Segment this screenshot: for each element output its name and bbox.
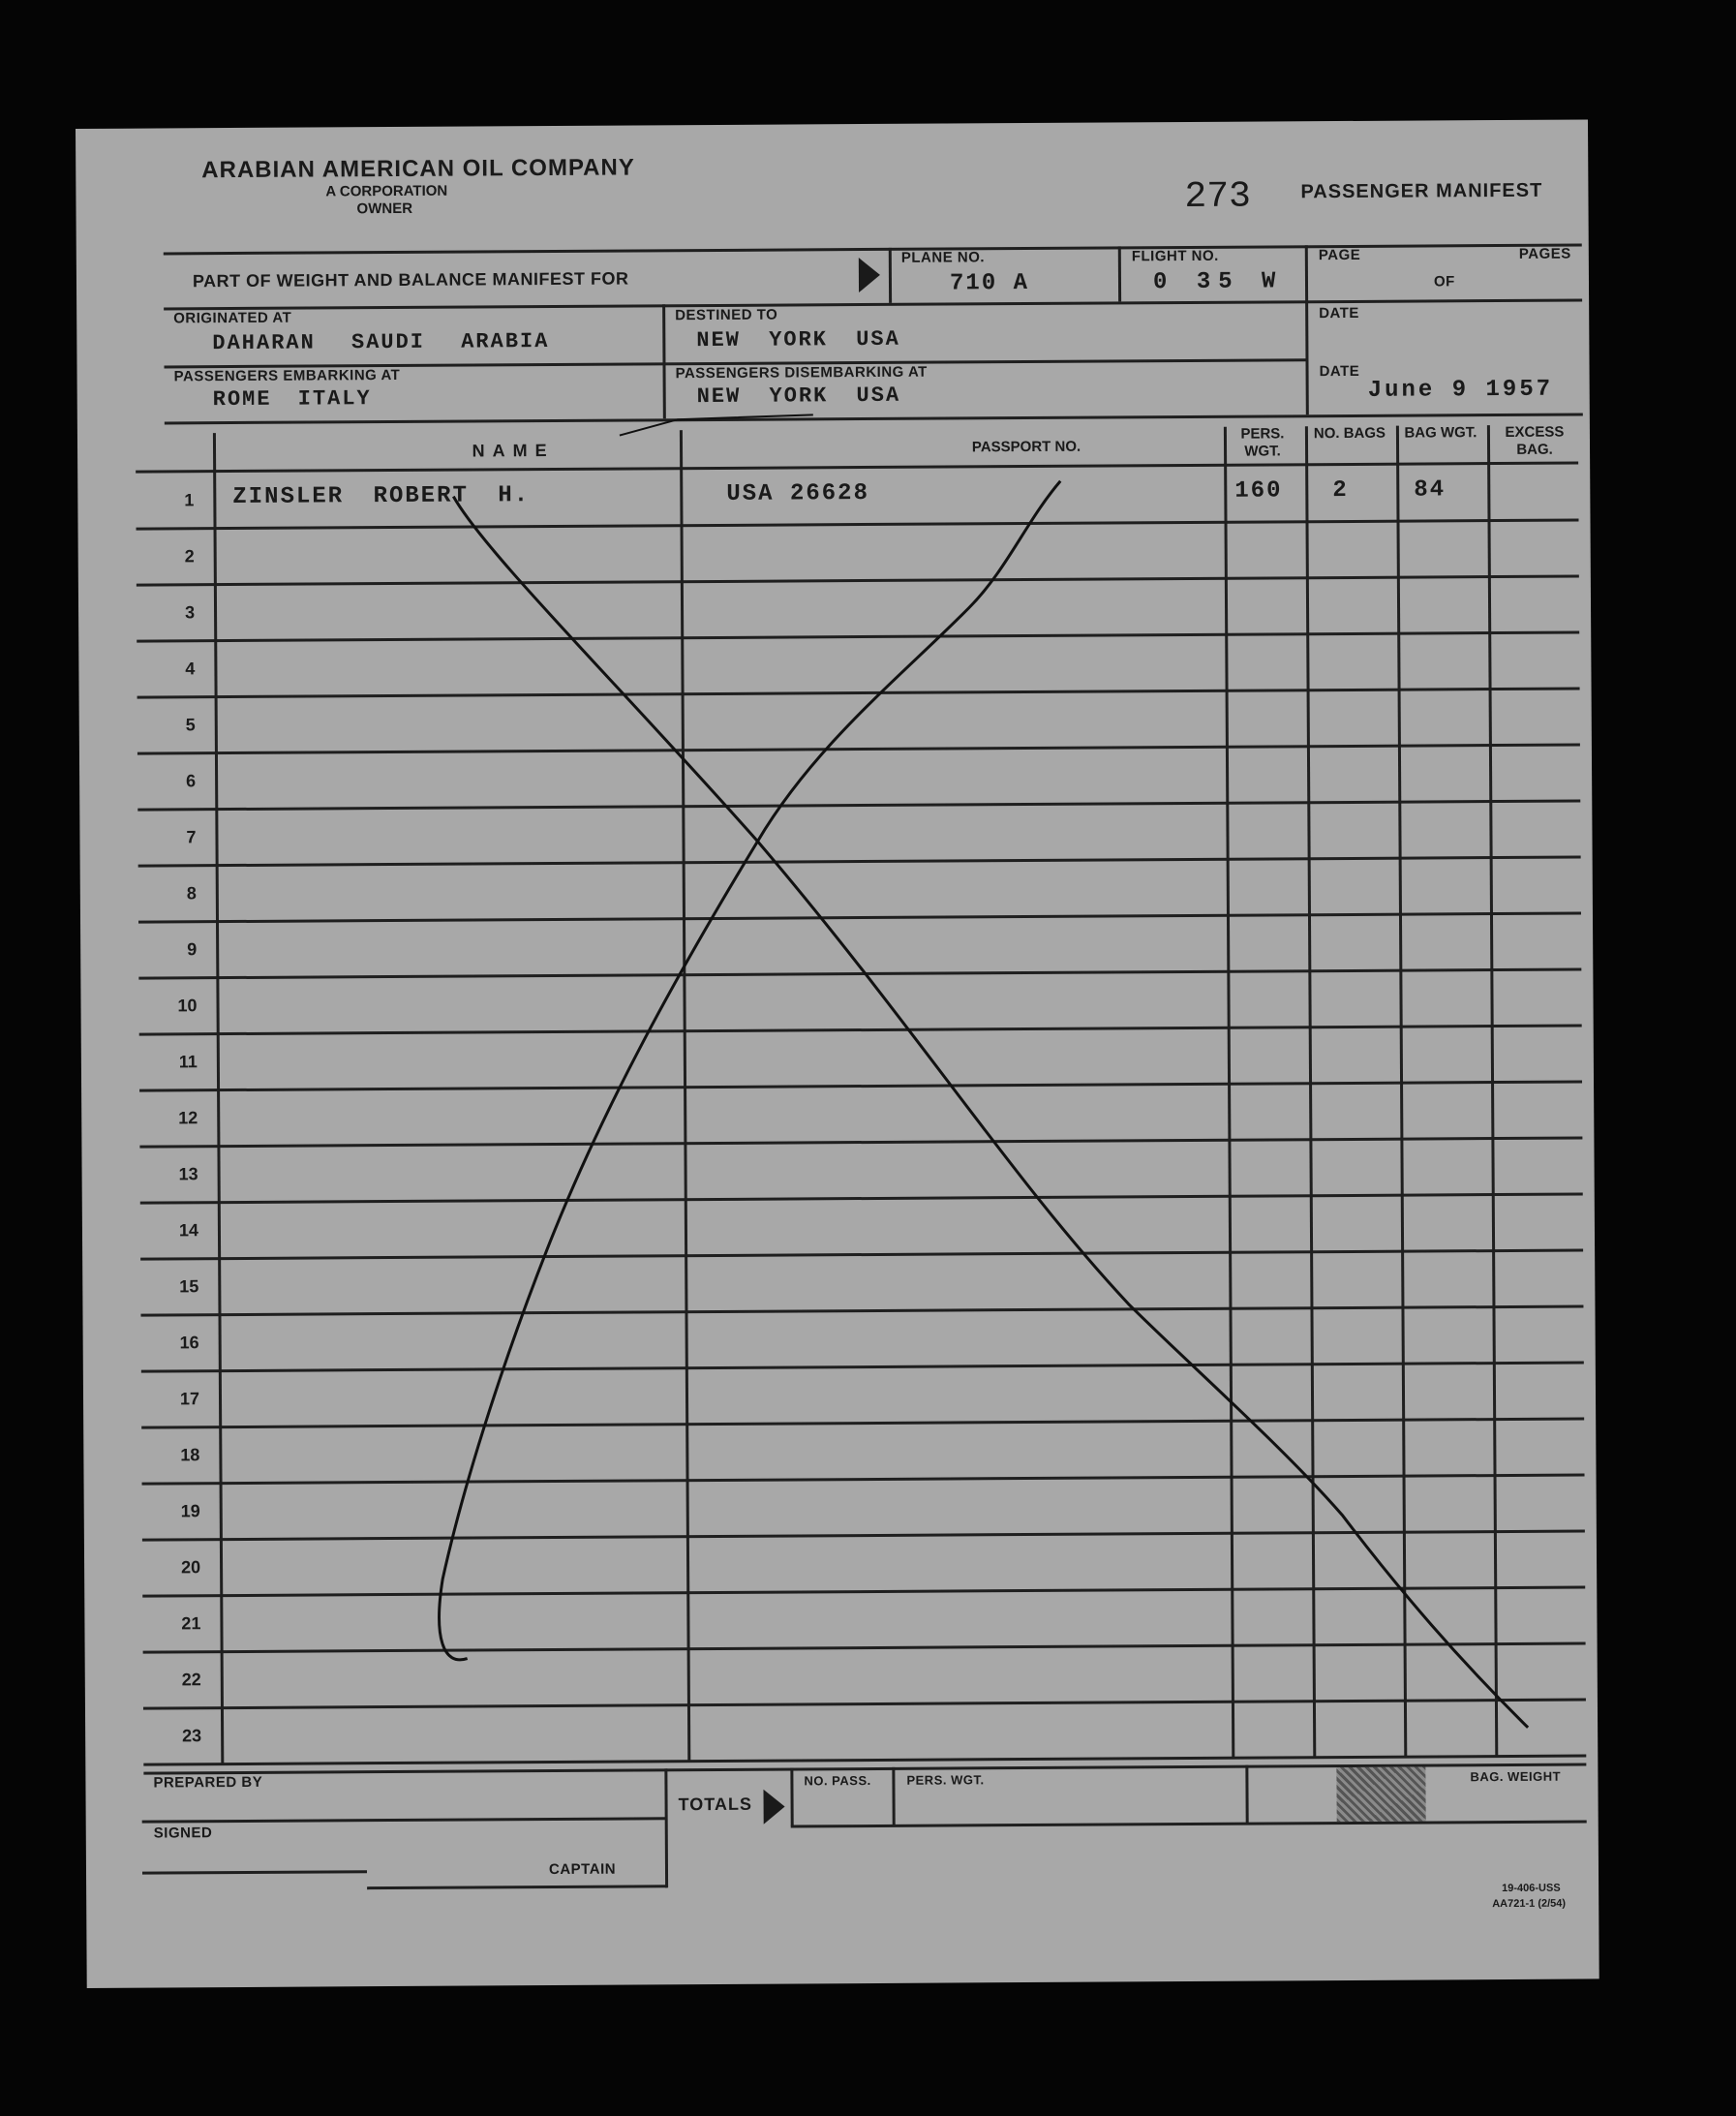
col-header-name: NAME [472,440,555,461]
row-number: 11 [178,1052,198,1072]
company-name: ARABIAN AMERICAN OIL COMPANY [201,154,635,184]
manifest-page [76,119,1599,1988]
row-number: 19 [180,1501,200,1521]
pages-label: PAGES [1518,245,1571,262]
row-number: 7 [186,827,197,847]
destined-label: DESTINED TO [675,306,778,324]
date-value: June 9 1957 [1367,376,1554,404]
originated-value: DAHARAN SAUDI ARABIA [212,329,550,356]
cell-no-bags: 2 [1332,476,1349,505]
cell-bag-wgt: 84 [1414,476,1447,504]
company-corporation: A CORPORATION [325,182,448,200]
row-number: 22 [181,1670,201,1690]
signed-label: SIGNED [153,1825,213,1842]
row-number: 15 [179,1276,199,1297]
row-number: 6 [186,771,197,791]
col-header-excess-bag: EXCESS BAG. [1505,423,1565,458]
col-header-passport: PASSPORT NO. [971,438,1081,456]
row-number: 16 [179,1333,199,1353]
embarking-label: PASSENGERS EMBARKING AT [173,366,401,385]
row-number: 1 [184,490,195,510]
originated-label: ORIGINATED AT [173,309,292,327]
cell-passport: USA 26628 [726,479,870,507]
row-number: 2 [184,546,195,567]
col-header-bag-wgt: BAG WGT. [1404,424,1477,442]
flight-label: FLIGHT NO. [1131,247,1219,265]
date2-label: DATE [1319,362,1360,381]
part-of-label: PART OF WEIGHT AND BALANCE MANIFEST FOR [192,268,629,291]
captain-label: CAPTAIN [548,1860,617,1879]
row-number: 4 [185,659,196,679]
destined-value: NEW YORK USA [696,326,900,353]
cell-name: ZINSLER ROBERT H. [232,482,531,511]
totals-bag-weight-label: BAG. WEIGHT [1470,1768,1562,1785]
date-label: DATE [1319,304,1359,322]
row-number: 14 [178,1220,199,1241]
page-of-label: OF [1433,273,1455,291]
row-number: 9 [187,939,198,960]
flight-value: 0 35 W [1152,268,1284,296]
row-number: 13 [178,1164,198,1184]
col-header-pers-wgt: PERS. WGT. [1240,425,1285,460]
form-code-1: 19-406-USS [1502,1882,1561,1895]
plane-value: 710 A [949,269,1030,297]
row-number: 21 [181,1613,201,1634]
form-code-2: AA721-1 (2/54) [1492,1897,1567,1911]
document-number: 273 [1184,175,1252,219]
totals-no-pass-label: NO. PASS. [804,1773,871,1789]
company-owner: OWNER [356,199,413,218]
disembarking-value: NEW YORK USA [696,383,901,410]
totals-pers-wgt-label: PERS. WGT. [906,1772,985,1788]
disembarking-label: PASSENGERS DISEMBARKING AT [675,363,928,383]
row-number: 18 [180,1445,200,1465]
row-number: 23 [182,1726,202,1746]
cell-pers-wgt: 160 [1234,477,1283,505]
row-number: 10 [177,996,198,1016]
document-title: PASSENGER MANIFEST [1300,179,1543,203]
page-label: PAGE [1318,246,1361,264]
plane-label: PLANE NO. [900,249,986,266]
row-number: 3 [184,602,196,623]
embarking-value: ROME ITALY [212,386,372,413]
row-number: 12 [178,1108,198,1128]
prepared-by-label: PREPARED BY [153,1773,263,1792]
row-number: 17 [179,1389,200,1409]
cross-out-mark [76,119,1599,1988]
row-number: 5 [185,715,196,735]
totals-label: TOTALS [678,1794,752,1815]
col-header-no-bags: NO. BAGS [1313,424,1386,443]
row-number: 20 [180,1557,201,1578]
row-number: 8 [186,883,197,904]
